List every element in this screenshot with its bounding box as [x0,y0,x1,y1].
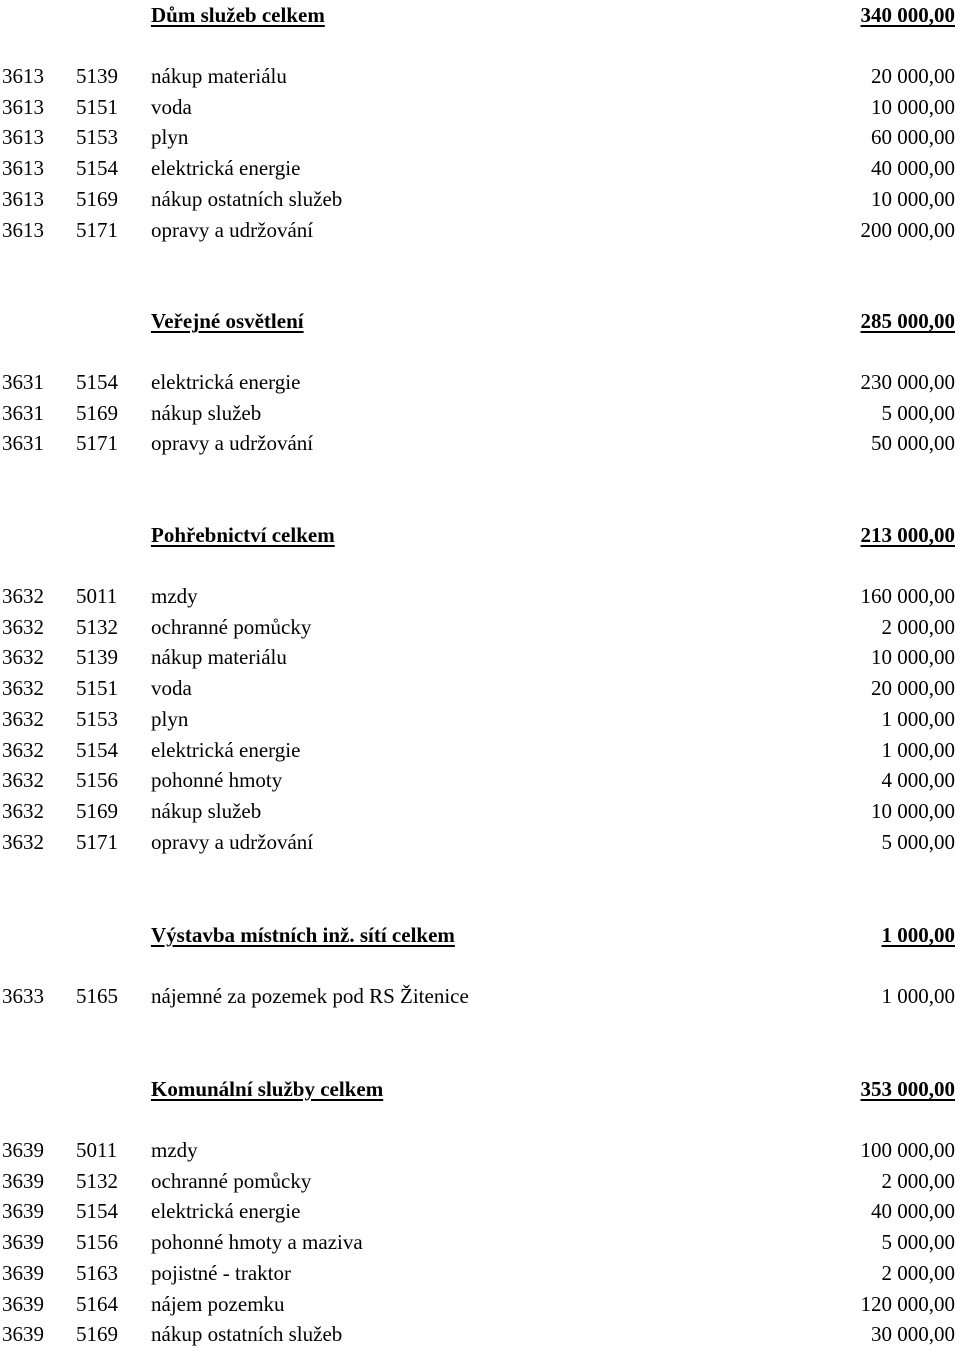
item-amount: 4 000,00 [881,768,955,793]
item-amount: 5 000,00 [881,400,955,425]
paragraph-code: 3613 [2,217,44,242]
item-description: nákup ostatních služeb [151,186,343,211]
table-row [0,827,960,857]
item-description: nákup ostatních služeb [151,1322,343,1347]
item-amount: 10 000,00 [871,186,955,211]
item-code: 5171 [76,217,118,242]
table-row [0,704,960,734]
item-description: voda [151,94,192,119]
item-amount: 160 000,00 [860,584,955,608]
paragraph-code: 3632 [2,768,44,793]
item-code: 5156 [76,1230,118,1255]
paragraph-code: 3639 [2,1199,44,1224]
table-row [0,122,960,152]
section-total: 1 000,00 [881,923,955,947]
table-row [0,1289,960,1319]
item-code: 5163 [76,1260,118,1285]
item-amount: 120 000,00 [860,1291,955,1316]
table-row [0,428,960,458]
item-code: 5011 [76,584,118,608]
item-code: 5153 [76,706,118,731]
item-description: plyn [151,706,189,731]
table-row [0,1135,960,1165]
table-row [0,92,960,122]
paragraph-code: 3613 [2,94,44,119]
section-title: Dům služeb celkem [151,3,325,27]
item-amount: 1 000,00 [881,737,955,762]
item-amount: 5 000,00 [881,1230,955,1255]
item-code: 5169 [76,400,118,425]
table-row [0,1258,960,1288]
item-code: 5151 [76,676,118,701]
table-row [0,581,960,611]
paragraph-code: 3639 [2,1168,44,1193]
paragraph-code: 3639 [2,1230,44,1255]
section-header [0,306,960,336]
paragraph-code: 3632 [2,584,44,608]
item-amount: 10 000,00 [871,645,955,670]
table-row [0,184,960,214]
item-description: nájemné za pozemek pod RS Žitenice [151,984,469,1008]
paragraph-code: 3631 [2,400,44,425]
item-amount: 2 000,00 [881,1168,955,1193]
item-amount: 1 000,00 [881,984,955,1008]
paragraph-code: 3632 [2,706,44,731]
item-amount: 200 000,00 [860,217,955,242]
section-total: 213 000,00 [860,523,955,547]
paragraph-code: 3613 [2,156,44,181]
item-description: nákup služeb [151,798,262,823]
item-code: 5154 [76,737,118,762]
paragraph-code: 3613 [2,186,44,211]
paragraph-code: 3631 [2,370,44,394]
item-amount: 2 000,00 [881,614,955,639]
table-row [0,1319,960,1349]
item-amount: 20 000,00 [871,676,955,701]
table-row [0,981,960,1011]
paragraph-code: 3632 [2,798,44,823]
item-description: ochranné pomůcky [151,614,312,639]
item-description: nákup materiálu [151,645,287,670]
section-total: 340 000,00 [860,3,955,27]
item-description: opravy a udržování [151,431,314,456]
table-row [0,398,960,428]
item-description: mzdy [151,584,198,608]
item-code: 5139 [76,645,118,670]
item-description: mzdy [151,1138,198,1162]
paragraph-code: 3633 [2,984,44,1008]
item-amount: 2 000,00 [881,1260,955,1285]
table-row [0,673,960,703]
item-code: 5154 [76,156,118,181]
item-amount: 40 000,00 [871,1199,955,1224]
item-description: pohonné hmoty [151,768,283,793]
item-code: 5132 [76,1168,118,1193]
item-amount: 20 000,00 [871,64,955,88]
item-description: voda [151,676,192,701]
item-amount: 100 000,00 [860,1138,955,1162]
paragraph-code: 3632 [2,676,44,701]
item-amount: 1 000,00 [881,706,955,731]
item-amount: 10 000,00 [871,94,955,119]
item-description: elektrická energie [151,737,301,762]
item-description: opravy a udržování [151,829,314,854]
item-code: 5132 [76,614,118,639]
paragraph-code: 3632 [2,829,44,854]
table-row [0,796,960,826]
paragraph-code: 3632 [2,645,44,670]
paragraph-code: 3632 [2,737,44,762]
table-row [0,612,960,642]
item-description: ochranné pomůcky [151,1168,312,1193]
table-row [0,61,960,91]
item-code: 5164 [76,1291,118,1316]
table-row [0,215,960,245]
paragraph-code: 3639 [2,1322,44,1347]
paragraph-code: 3639 [2,1291,44,1316]
item-amount: 5 000,00 [881,829,955,854]
item-code: 5165 [76,984,118,1008]
table-row [0,1166,960,1196]
item-code: 5011 [76,1138,118,1162]
item-description: nákup materiálu [151,64,287,88]
table-row [0,765,960,795]
table-row [0,153,960,183]
item-code: 5169 [76,1322,118,1347]
item-description: nákup služeb [151,400,262,425]
item-code: 5171 [76,431,118,456]
item-description: opravy a udržování [151,217,314,242]
section-title: Komunální služby celkem [151,1077,384,1101]
item-description: plyn [151,125,189,150]
table-row [0,367,960,397]
item-code: 5154 [76,370,118,394]
section-header [0,520,960,550]
item-description: elektrická energie [151,370,301,394]
item-code: 5171 [76,829,118,854]
item-description: pojistné - traktor [151,1260,291,1285]
item-code: 5154 [76,1199,118,1224]
section-header [0,0,960,30]
item-amount: 40 000,00 [871,156,955,181]
section-header [0,920,960,950]
section-total: 285 000,00 [860,309,955,333]
section-title: Veřejné osvětlení [151,309,304,333]
table-row [0,735,960,765]
item-description: pohonné hmoty a maziva [151,1230,363,1255]
section-total: 353 000,00 [860,1077,955,1101]
item-amount: 50 000,00 [871,431,955,456]
paragraph-code: 3613 [2,125,44,150]
section-title: Výstavba místních inž. sítí celkem [151,923,455,947]
table-row [0,642,960,672]
item-amount: 230 000,00 [860,370,955,394]
item-code: 5139 [76,64,118,88]
item-amount: 10 000,00 [871,798,955,823]
table-row [0,1196,960,1226]
paragraph-code: 3631 [2,431,44,456]
item-description: elektrická energie [151,1199,301,1224]
section-title: Pohřebnictví celkem [151,523,335,547]
item-amount: 60 000,00 [871,125,955,150]
item-code: 5156 [76,768,118,793]
item-description: nájem pozemku [151,1291,285,1316]
paragraph-code: 3632 [2,614,44,639]
item-code: 5153 [76,125,118,150]
item-code: 5169 [76,798,118,823]
item-description: elektrická energie [151,156,301,181]
paragraph-code: 3639 [2,1138,44,1162]
section-header [0,1074,960,1104]
item-amount: 30 000,00 [871,1322,955,1347]
item-code: 5151 [76,94,118,119]
paragraph-code: 3639 [2,1260,44,1285]
item-code: 5169 [76,186,118,211]
paragraph-code: 3613 [2,64,44,88]
table-row [0,1227,960,1257]
